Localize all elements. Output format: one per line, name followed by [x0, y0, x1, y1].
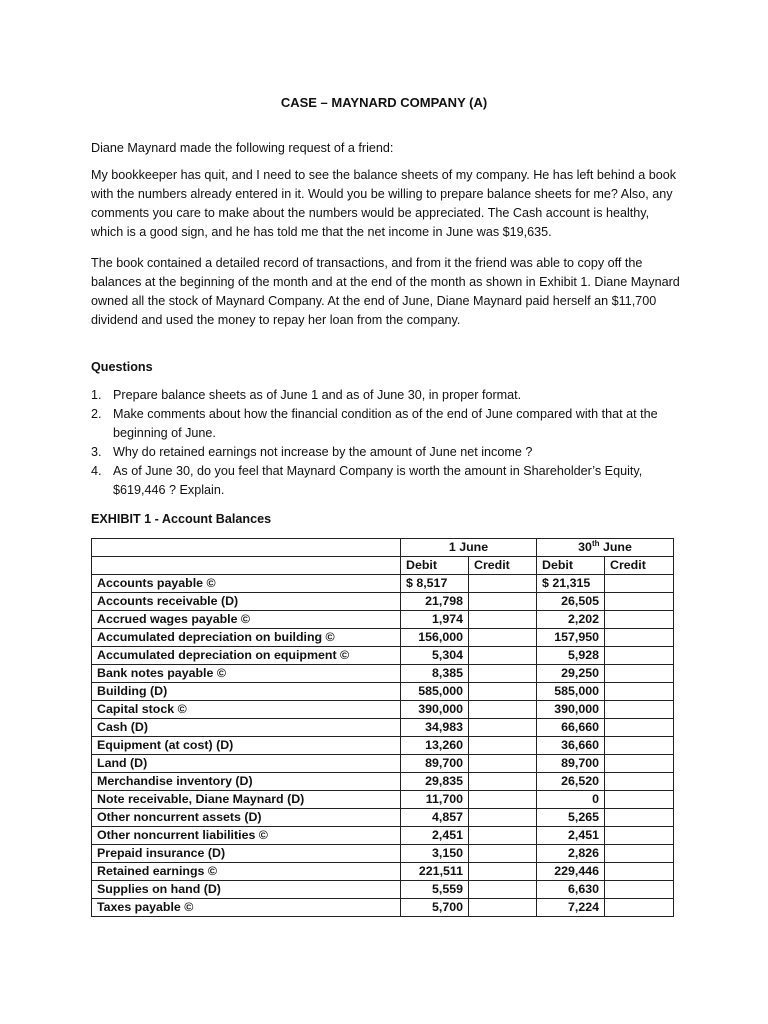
june1-credit-cell	[469, 719, 537, 737]
june30-debit-cell: 6,630	[537, 881, 605, 899]
intro-paragraph: Diane Maynard made the following request of a friend:	[91, 141, 394, 155]
account-name-cell: Prepaid insurance (D)	[92, 845, 401, 863]
june30-credit-cell	[605, 629, 674, 647]
account-name-cell: Merchandise inventory (D)	[92, 773, 401, 791]
table-row	[92, 827, 674, 845]
account-name-cell: Cash (D)	[92, 719, 401, 737]
june30-credit-cell	[605, 665, 674, 683]
june1-credit-cell	[469, 611, 537, 629]
june30-debit-cell: $ 21,315	[537, 575, 605, 593]
table-row	[92, 701, 674, 719]
question-item	[91, 443, 681, 462]
account-name-cell: Land (D)	[92, 755, 401, 773]
june1-credit-cell	[469, 629, 537, 647]
account-name-cell: Building (D)	[92, 683, 401, 701]
june30-debit-cell: 0	[537, 791, 605, 809]
june1-credit-cell	[469, 647, 537, 665]
june1-debit-cell: 21,798	[401, 593, 469, 611]
june1-debit-cell: 11,700	[401, 791, 469, 809]
june1-credit-cell	[469, 881, 537, 899]
june30-credit-cell	[605, 755, 674, 773]
credit-header: Credit	[605, 557, 674, 575]
table-row	[92, 593, 674, 611]
table-row	[92, 719, 674, 737]
questions-heading: Questions	[91, 360, 153, 374]
question-number: 2.	[91, 407, 102, 421]
june30-credit-cell	[605, 845, 674, 863]
june30-credit-cell	[605, 827, 674, 845]
account-name-cell: Bank notes payable ©	[92, 665, 401, 683]
case-title: CASE – MAYNARD COMPANY (A)	[280, 95, 488, 110]
table-row	[92, 665, 674, 683]
header-blank-cell	[92, 539, 401, 557]
credit-header: Credit	[469, 557, 537, 575]
period-header-june1: 1 June	[401, 539, 537, 557]
account-name-cell: Equipment (at cost) (D)	[92, 737, 401, 755]
question-text: Make comments about how the financial condition as of the end of June compared with that at the beginning of June.	[113, 407, 658, 440]
june1-credit-cell	[469, 683, 537, 701]
question-item	[91, 386, 681, 405]
june1-credit-cell	[469, 575, 537, 593]
june30-credit-cell	[605, 809, 674, 827]
account-name-cell: Note receivable, Diane Maynard (D)	[92, 791, 401, 809]
june1-credit-cell	[469, 863, 537, 881]
table-row	[92, 683, 674, 701]
june1-debit-cell: 8,385	[401, 665, 469, 683]
table-row	[92, 755, 674, 773]
question-text: As of June 30, do you feel that Maynard Company is worth the amount in Shareholder’s Equity, $619,446 ? Explain.	[113, 464, 643, 497]
june30-credit-cell	[605, 701, 674, 719]
account-name-cell: Accumulated depreciation on building ©	[92, 629, 401, 647]
table-row	[92, 773, 674, 791]
period-header-june30	[537, 539, 674, 557]
question-number: 1.	[91, 388, 102, 402]
june1-debit-cell: $ 8,517	[401, 575, 469, 593]
june1-credit-cell	[469, 755, 537, 773]
period2-day: 30	[578, 540, 592, 554]
table-row	[92, 845, 674, 863]
june1-debit-cell: 156,000	[401, 629, 469, 647]
june30-debit-cell: 5,928	[537, 647, 605, 665]
table-row	[92, 611, 674, 629]
june1-debit-cell: 13,260	[401, 737, 469, 755]
june30-credit-cell	[605, 719, 674, 737]
june1-debit-cell: 390,000	[401, 701, 469, 719]
table-row	[92, 575, 674, 593]
account-name-cell: Capital stock ©	[92, 701, 401, 719]
june30-credit-cell	[605, 881, 674, 899]
table-row	[92, 737, 674, 755]
june1-debit-cell: 221,511	[401, 863, 469, 881]
june1-credit-cell	[469, 809, 537, 827]
june30-debit-cell: 390,000	[537, 701, 605, 719]
june1-credit-cell	[469, 899, 537, 917]
june30-debit-cell: 66,660	[537, 719, 605, 737]
request-paragraph: My bookkeeper has quit, and I need to see the balance sheets of my company. He has left behind a book with the numbers already entered in it. Would you be willing to prepare balance sheets for me? Also, any comments you care to make about the numbers would be appreciated. The Cash account is healthy, which is a good sign, and he has told me that the net income in June was $19,635.	[91, 168, 677, 239]
debit-header: Debit	[537, 557, 605, 575]
june30-debit-cell: 157,950	[537, 629, 605, 647]
june30-credit-cell	[605, 647, 674, 665]
june1-debit-cell: 1,974	[401, 611, 469, 629]
june30-debit-cell: 2,202	[537, 611, 605, 629]
june30-debit-cell: 2,826	[537, 845, 605, 863]
june1-credit-cell	[469, 701, 537, 719]
table-row	[92, 863, 674, 881]
june30-credit-cell	[605, 593, 674, 611]
june30-debit-cell: 5,265	[537, 809, 605, 827]
june30-debit-cell: 229,446	[537, 863, 605, 881]
june1-credit-cell	[469, 737, 537, 755]
question-text: Why do retained earnings not increase by the amount of June net income ?	[113, 445, 533, 459]
june30-credit-cell	[605, 863, 674, 881]
table-header-row	[92, 539, 674, 557]
june1-credit-cell	[469, 791, 537, 809]
june1-debit-cell: 5,700	[401, 899, 469, 917]
june30-debit-cell: 7,224	[537, 899, 605, 917]
june30-debit-cell: 26,505	[537, 593, 605, 611]
account-name-cell: Other noncurrent assets (D)	[92, 809, 401, 827]
account-name-cell: Accrued wages payable ©	[92, 611, 401, 629]
question-item	[91, 462, 681, 500]
june1-credit-cell	[469, 773, 537, 791]
account-name-cell: Accounts receivable (D)	[92, 593, 401, 611]
subheader-blank-cell	[92, 557, 401, 575]
question-item	[91, 405, 681, 443]
account-balances-table	[91, 538, 674, 917]
table-row	[92, 899, 674, 917]
period2-suffix: th	[591, 538, 600, 548]
june1-debit-cell: 3,150	[401, 845, 469, 863]
period2-month: June	[599, 540, 632, 554]
context-paragraph: The book contained a detailed record of transactions, and from it the friend was able to copy off the balances at the beginning of the month and at the end of the month as shown in Exhibit 1. Diane Maynard owned all the stock of Maynard Company. At the end of June, Diane Maynard paid herself an $11,700 dividend and used the money to repay her loan from the company.	[91, 256, 680, 327]
question-number: 3.	[91, 445, 102, 459]
june1-credit-cell	[469, 845, 537, 863]
june30-debit-cell: 36,660	[537, 737, 605, 755]
exhibit-title: EXHIBIT 1 - Account Balances	[91, 512, 272, 526]
june30-credit-cell	[605, 611, 674, 629]
debit-header: Debit	[401, 557, 469, 575]
june1-credit-cell	[469, 593, 537, 611]
june1-debit-cell: 34,983	[401, 719, 469, 737]
june30-debit-cell: 2,451	[537, 827, 605, 845]
questions-list	[91, 386, 681, 500]
june30-credit-cell	[605, 773, 674, 791]
account-name-cell: Accumulated depreciation on equipment ©	[92, 647, 401, 665]
table-row	[92, 629, 674, 647]
table-row	[92, 647, 674, 665]
june30-debit-cell: 29,250	[537, 665, 605, 683]
june1-debit-cell: 585,000	[401, 683, 469, 701]
table-row	[92, 809, 674, 827]
june30-credit-cell	[605, 791, 674, 809]
june30-credit-cell	[605, 683, 674, 701]
june1-debit-cell: 4,857	[401, 809, 469, 827]
june30-credit-cell	[605, 575, 674, 593]
account-name-cell: Supplies on hand (D)	[92, 881, 401, 899]
table-row	[92, 791, 674, 809]
account-name-cell: Other noncurrent liabilities ©	[92, 827, 401, 845]
june1-credit-cell	[469, 665, 537, 683]
june1-debit-cell: 5,559	[401, 881, 469, 899]
june1-debit-cell: 2,451	[401, 827, 469, 845]
table-subheader-row	[92, 557, 674, 575]
question-text: Prepare balance sheets as of June 1 and as of June 30, in proper format.	[113, 388, 522, 402]
june1-debit-cell: 89,700	[401, 755, 469, 773]
june30-debit-cell: 585,000	[537, 683, 605, 701]
june1-credit-cell	[469, 827, 537, 845]
question-number: 4.	[91, 464, 102, 478]
june30-debit-cell: 26,520	[537, 773, 605, 791]
june30-credit-cell	[605, 899, 674, 917]
table-row	[92, 881, 674, 899]
account-name-cell: Taxes payable ©	[92, 899, 401, 917]
account-name-cell: Accounts payable ©	[92, 575, 401, 593]
june30-credit-cell	[605, 737, 674, 755]
june1-debit-cell: 5,304	[401, 647, 469, 665]
june1-debit-cell: 29,835	[401, 773, 469, 791]
june30-debit-cell: 89,700	[537, 755, 605, 773]
account-name-cell: Retained earnings ©	[92, 863, 401, 881]
